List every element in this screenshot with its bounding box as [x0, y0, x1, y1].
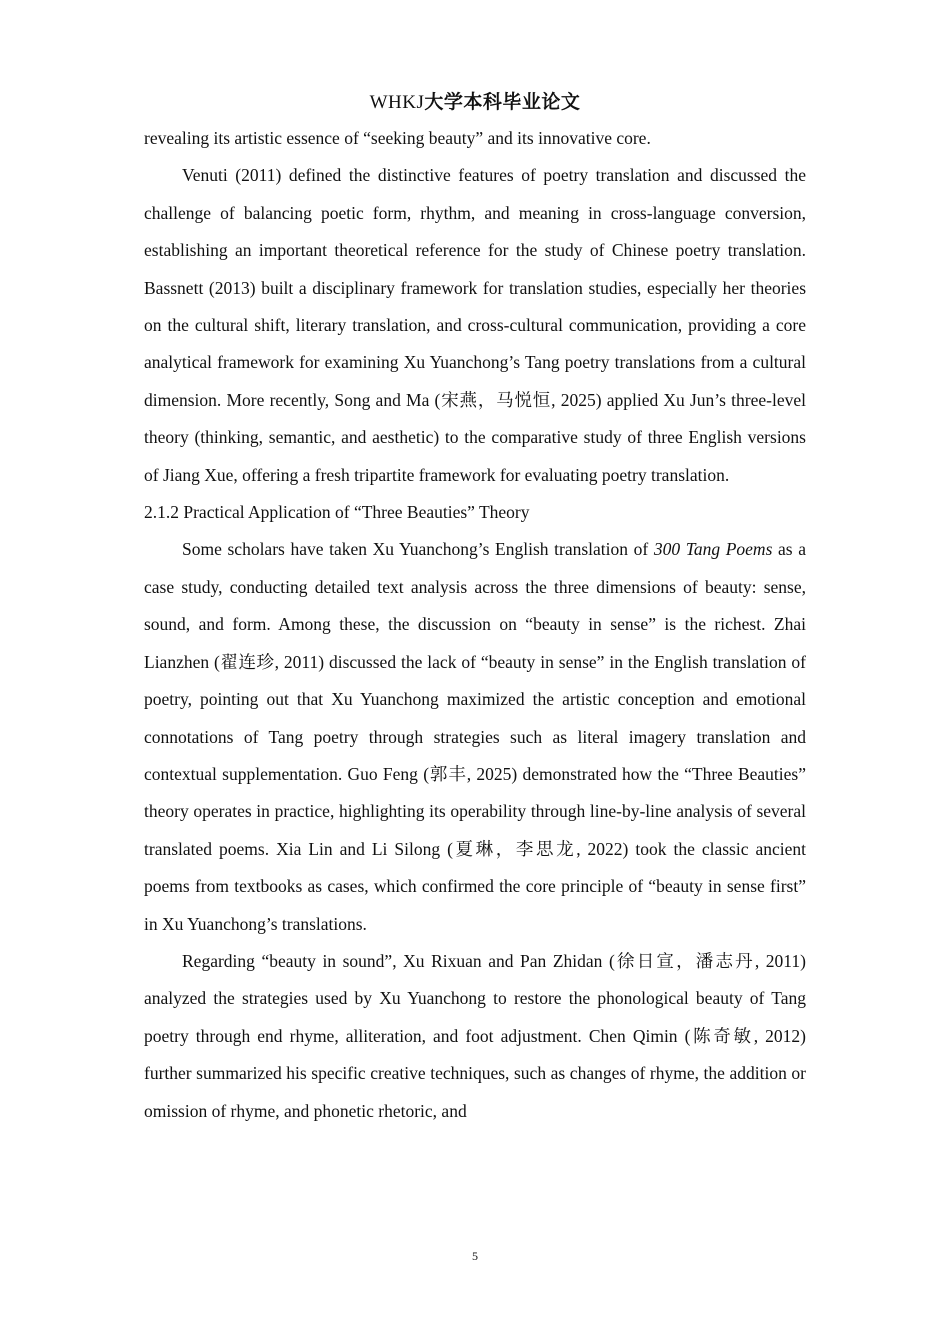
- header-title: 大学本科毕业论文: [424, 92, 581, 113]
- paragraph-venuti: Venuti (2011) defined the distinctive features of poetry translation and discussed the challenge of balancing poetic form, rhythm, and meaning in cross-language conversion, establishing an important theoretical reference for the study of Chinese poetry translation. Bassnett (2013) built a disciplinary framework for translation studies, especially her theories on the cultural shift, literary translation, and cross-cultural communication, providing a core analytical framework for examining Xu Yuanchong’s Tang poetry translations from a cultural dimension. More recently, Song and Ma (宋燕，马悦恒, 2025) applied Xu Jun’s three-level theory (thinking, semantic, and aesthetic) to the comparative study of three English versions of Jiang Xue, offering a fresh tripartite framework for evaluating poetry translation.: [144, 165, 806, 485]
- paragraph-text-before: Some scholars have taken Xu Yuanchong’s English translation of: [182, 539, 654, 560]
- section-heading: 2.1.2 Practical Application of “Three Beauties” Theory: [144, 502, 530, 523]
- body-text: [144, 120, 806, 1130]
- paragraph-continuation: revealing its artistic essence of “seeking beauty” and its innovative core.: [144, 128, 651, 148]
- paragraph-text-after: as a case study, conducting detailed text analysis across the three dimensions of beauty: sense, sound, and form. Among these, the discussion on “beauty in sense” is the richest. Zhai Lianzhen (翟连珍, 2011) discussed the lack of “beauty in sense” in the English translation of poetry, pointing out that Xu Yuanchong maximized the artistic conception and emotional connotations of Tang poetry through strategies such as literal imagery translation and contextual supplementation. Guo Feng (郭丰, 2025) demonstrated how the “Three Beauties” theory operates in practice, highlighting its operability through line-by-line analysis of several translated poems. Xia Lin and Li Silong (夏琳，李思龙, 2022) took the classic ancient poems from textbooks as cases, which confirmed the core principle of “beauty in sense first” in Xu Yuanchong’s translations.: [144, 539, 806, 934]
- header-prefix: WHKJ: [369, 92, 425, 113]
- page-number: 5: [472, 1249, 478, 1263]
- paragraph-beauty-in-sound: Regarding “beauty in sound”, Xu Rixuan and Pan Zhidan (徐日宣，潘志丹, 2011) analyzed the strategies used by Xu Yuanchong to restore the phonological beauty of Tang poetry through end rhyme, alliteration, and foot adjustment. Chen Qimin (陈奇敏, 2012) further summarized his specific creative techniques, such as changes of rhyme, the addition or omission of rhyme, and phonetic rhetoric, and: [144, 950, 806, 1121]
- running-header: [0, 90, 950, 116]
- paragraph-practical-application: [144, 531, 806, 942]
- book-title: 300 Tang Poems: [653, 539, 773, 560]
